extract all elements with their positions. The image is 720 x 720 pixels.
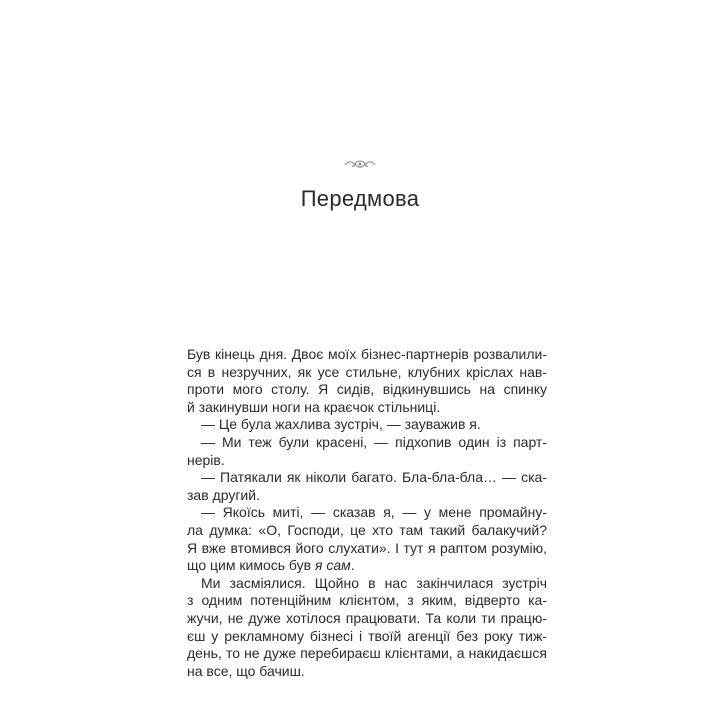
emphasis-text: я сам	[314, 557, 351, 574]
text-line: Ми засміялися. Щойно в нас закінчилася зустріч	[201, 574, 547, 591]
text-line: Був кінець дня. Двоє моїх бізнес-партнерів розвалили-	[187, 346, 547, 362]
text-line: ся в незручних, як усе стильне, клубних кріслах нав-	[187, 363, 547, 380]
text-line: єш у рекламному бізнесі і твоїй агенції без року тиж-	[187, 627, 547, 644]
text-line: нерів.	[187, 451, 225, 468]
text-line: зав другий.	[187, 486, 260, 503]
text-line: — Ми теж були красені, — підхопив один із парт-	[201, 433, 547, 450]
text-line: Я вже втомився його слухати». І тут я раптом розумію,	[187, 539, 547, 556]
text-line: жучи, не дуже хотілося працювати. Та коли ти працю-	[187, 609, 547, 626]
text-line: ла думка: «О, Господи, це хто там такий балакучий?	[187, 521, 547, 538]
body-text	[187, 346, 547, 680]
text-line: день, то не дуже перебираєш клієнтами, а накидаєшся	[187, 645, 547, 662]
text-line: й закинувши ноги на краєчок стільниці.	[187, 398, 441, 415]
text-line: — Якоїсь миті, — сказав я, — у мене промайну-	[201, 504, 547, 521]
text-fragment: що цим кимось був	[187, 557, 315, 574]
text-line: — Патякали як ніколи багато. Бла-бла-бла… — ска-	[201, 469, 547, 486]
text-line: з одним потенційним клієнтом, з яким, відверто ка-	[187, 592, 547, 609]
text-line: проти мого столу. Я сидів, відкинувшись на спинку	[187, 381, 547, 398]
text-line	[187, 557, 547, 575]
floral-ornament-icon	[343, 157, 377, 171]
text-line: — Це була жахлива зустріч, — зауважив я.	[201, 416, 481, 433]
text-fragment: .	[350, 557, 355, 574]
page-title: Передмова	[300, 186, 420, 211]
text-line: на все, що бачиш.	[187, 662, 305, 679]
